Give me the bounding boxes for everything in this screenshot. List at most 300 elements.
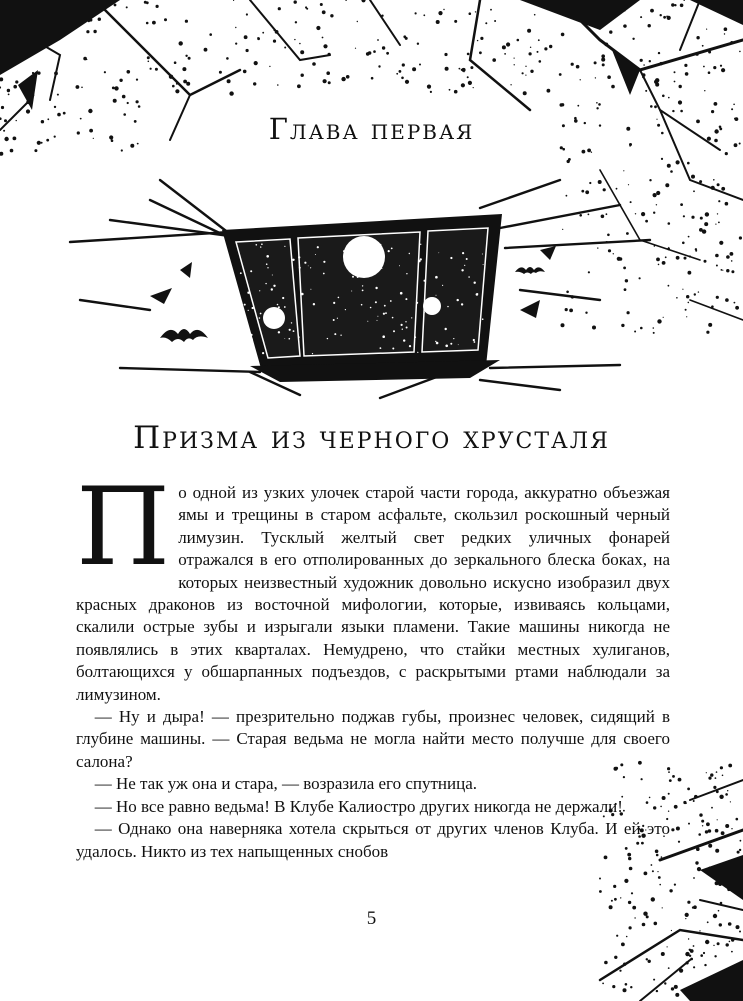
ink-speck <box>693 877 695 879</box>
ink-speck <box>671 828 674 831</box>
ink-speck <box>695 861 698 864</box>
window-star <box>405 321 406 322</box>
ink-speck <box>646 958 648 960</box>
ink-speck <box>727 790 728 791</box>
window-star <box>453 338 454 339</box>
ink-speck <box>717 213 718 214</box>
ink-speck <box>355 48 356 49</box>
ink-speck <box>504 53 506 55</box>
ink-speck <box>708 323 712 327</box>
ink-speck <box>445 67 449 71</box>
ink-speck <box>616 188 618 190</box>
ink-speck <box>728 764 732 768</box>
ink-speck <box>715 224 716 225</box>
window-star <box>293 330 295 332</box>
window-star <box>251 338 253 340</box>
ink-speck <box>685 309 687 311</box>
ink-speck <box>670 170 673 173</box>
window-star <box>464 265 465 266</box>
ink-speck <box>724 33 725 34</box>
ink-speck <box>127 102 129 104</box>
ink-speck <box>698 291 699 292</box>
ink-speck <box>630 201 632 203</box>
ink-speck <box>614 956 617 959</box>
ink-speck <box>725 793 728 796</box>
ink-speck <box>705 830 708 833</box>
window-star <box>271 288 273 290</box>
ink-speck <box>651 897 655 901</box>
ink-speck <box>502 45 506 49</box>
ink-speck <box>477 40 478 41</box>
window-star <box>483 264 484 265</box>
ink-speck <box>739 51 741 53</box>
ink-speck <box>726 943 729 946</box>
ink-speck <box>561 323 565 327</box>
ink-speck <box>147 56 150 59</box>
ink-speck <box>244 35 248 39</box>
ink-speck <box>711 807 713 809</box>
ink-speck <box>330 14 333 17</box>
ink-speck <box>725 202 729 206</box>
window-star <box>282 297 284 299</box>
ink-speck <box>566 195 568 197</box>
ink-speck <box>625 983 628 986</box>
window-star <box>352 276 354 278</box>
ink-speck <box>591 152 592 153</box>
ink-speck <box>357 21 358 22</box>
ink-speck <box>587 149 591 153</box>
ink-speck <box>402 63 405 66</box>
ink-speck <box>658 264 660 266</box>
window-star <box>250 334 252 336</box>
ink-speck <box>148 61 150 63</box>
ink-speck <box>415 12 417 14</box>
ink-speck <box>726 255 730 259</box>
ink-speck <box>688 938 689 939</box>
ink-speck <box>467 53 470 56</box>
ink-speck <box>705 940 709 944</box>
ink-speck <box>654 105 657 108</box>
ink-speck <box>565 308 568 311</box>
ink-speck <box>665 183 669 187</box>
ink-speck <box>685 802 687 804</box>
ink-speck <box>713 786 716 789</box>
ink-speck <box>122 95 126 99</box>
window-star <box>313 303 315 305</box>
ink-speck <box>635 213 636 214</box>
ink-speck <box>662 261 666 265</box>
ink-speck <box>467 76 469 78</box>
window-star <box>259 317 261 319</box>
ink-speck <box>475 11 476 12</box>
ink-speck <box>702 229 706 233</box>
window-star <box>375 287 377 289</box>
ink-speck <box>686 316 687 317</box>
ink-speck <box>607 75 611 79</box>
window-star <box>461 269 463 271</box>
ink-speck <box>294 0 297 3</box>
ink-speck <box>127 70 131 74</box>
window-star <box>266 263 268 265</box>
ink-speck <box>269 66 270 67</box>
ink-speck <box>645 220 648 223</box>
ink-speck <box>312 62 316 66</box>
window-star <box>482 318 484 320</box>
window-star <box>310 267 311 268</box>
ink-speck <box>685 952 689 956</box>
ink-speck <box>246 49 249 52</box>
window-star <box>388 250 390 252</box>
ink-speck <box>588 271 590 273</box>
ink-speck <box>693 800 695 802</box>
ink-speck <box>674 884 676 886</box>
window-star <box>380 347 382 349</box>
ink-speck <box>15 80 18 83</box>
ink-speck <box>623 24 626 27</box>
window-star <box>317 246 319 248</box>
ink-speck <box>438 11 442 15</box>
window-star <box>406 273 407 274</box>
ink-speck <box>713 945 714 946</box>
window-star <box>289 338 291 340</box>
ink-speck <box>588 214 590 216</box>
ink-speck <box>534 14 536 16</box>
ink-speck <box>559 73 562 76</box>
ink-speck <box>1 106 4 109</box>
ink-speck <box>655 78 659 82</box>
ink-speck <box>345 0 347 1</box>
ink-speck <box>624 879 628 883</box>
ink-speck <box>138 105 141 108</box>
ink-speck <box>204 48 208 52</box>
window-star <box>361 304 363 306</box>
window-star <box>247 292 249 294</box>
ink-speck <box>113 99 117 103</box>
ink-speck <box>716 265 718 267</box>
ink-speck <box>136 79 138 81</box>
ink-speck <box>506 42 510 46</box>
ink-speck <box>660 14 662 16</box>
ink-speck <box>326 71 330 75</box>
ink-speck <box>653 327 655 329</box>
ink-speck <box>297 84 301 88</box>
ink-speck <box>624 288 627 291</box>
window-star <box>337 318 338 319</box>
page-number: 5 <box>366 908 377 929</box>
ink-speck <box>669 889 672 892</box>
ink-speck <box>713 66 716 69</box>
ink-speck <box>468 81 472 85</box>
ink-speck <box>473 87 474 88</box>
ink-speck <box>693 190 695 192</box>
ink-speck <box>715 829 719 833</box>
ink-speck <box>594 61 597 64</box>
ink-speck <box>684 257 687 260</box>
ink-speck <box>706 29 707 30</box>
ink-speck <box>121 149 123 151</box>
ink-speck <box>611 900 613 902</box>
window-star <box>255 244 257 246</box>
ink-speck <box>0 152 3 156</box>
ink-speck <box>341 77 345 81</box>
ink-speck <box>740 840 742 842</box>
ink-speck <box>601 215 605 219</box>
ink-speck <box>126 6 128 8</box>
ink-speck <box>645 90 647 92</box>
ink-speck <box>470 66 473 69</box>
ink-speck <box>730 252 734 256</box>
ink-speck <box>621 943 625 947</box>
window-star <box>362 290 364 292</box>
ink-speck <box>294 39 295 40</box>
moon-small <box>263 307 285 329</box>
ink-speck <box>560 146 563 149</box>
ink-speck <box>580 79 581 80</box>
ink-speck <box>699 813 702 816</box>
ink-speck <box>614 898 617 901</box>
ink-speck <box>621 324 624 327</box>
ink-speck <box>378 65 380 67</box>
ink-speck <box>679 85 682 88</box>
ink-speck <box>641 212 645 216</box>
ink-speck <box>683 0 685 1</box>
ink-speck <box>693 966 695 968</box>
ink-speck <box>651 10 653 12</box>
ink-speck <box>599 878 601 880</box>
ink-speck <box>401 77 404 80</box>
window-star <box>411 317 412 318</box>
chapter-title: Призма из черного хрусталя <box>133 420 610 456</box>
window-star <box>289 329 291 331</box>
ink-speck <box>246 13 248 15</box>
ink-speck <box>235 27 236 28</box>
ink-speck <box>444 53 447 56</box>
ink-speck <box>530 47 531 48</box>
window-star <box>240 272 242 274</box>
ink-speck <box>730 801 731 802</box>
window-star <box>252 307 254 309</box>
window-star <box>438 252 439 253</box>
chapter-label: Глава первая <box>268 112 475 146</box>
window-star <box>260 313 262 315</box>
ink-speck <box>623 988 627 992</box>
ink-speck <box>716 296 719 299</box>
window-star <box>447 306 448 307</box>
ink-speck <box>585 312 587 314</box>
ink-speck <box>262 32 264 34</box>
ink-speck <box>547 89 551 93</box>
ink-speck <box>683 215 685 217</box>
ink-speck <box>146 22 149 25</box>
ink-speck <box>144 1 147 4</box>
window-star <box>402 329 403 330</box>
ink-speck <box>674 4 676 6</box>
ink-speck <box>676 160 680 164</box>
ink-speck <box>649 179 651 181</box>
window-star <box>450 343 452 345</box>
window-star <box>405 298 407 300</box>
ink-speck <box>34 149 37 152</box>
window-star <box>265 283 266 284</box>
ink-speck <box>527 29 531 33</box>
window-pane-right <box>422 228 488 352</box>
ink-speck <box>704 260 707 263</box>
window-star <box>391 248 393 250</box>
ink-speck <box>579 214 582 217</box>
ink-speck <box>668 247 669 248</box>
ink-speck <box>680 203 683 206</box>
ink-speck <box>582 150 586 154</box>
ink-speck <box>561 103 564 106</box>
ink-speck <box>632 38 634 40</box>
paragraph-1-text: о одной из узких улочек старой части города, аккуратно объезжая ямы и трещины в старом асфальте, скользил роскошный черный лимузин. Тусклый желтый свет редких уличных фонарей отражался в его отполированных до зеркального блеска боках, на которых неизвестный художник довольно искусно изобразил двух красных драконов из восточной мифологии, которые, извиваясь кольцами, скалили острые зубы и изрыгали языки пламени. Такие машины никогда не появлялись в этих кварталах. Немудрено, что стайки местных хулиганов, болтающихся у обшарпанных подъездов, с раскрытыми ртами наблюдали за лимузином. <box>76 483 670 704</box>
ink-speck <box>739 236 742 239</box>
ink-speck <box>643 64 645 66</box>
ink-speck <box>678 778 682 782</box>
window-star <box>482 254 483 255</box>
window-star <box>362 285 363 286</box>
ink-speck <box>544 47 547 50</box>
ink-speck <box>626 936 628 938</box>
ink-speck <box>346 75 350 79</box>
ink-speck <box>373 50 376 53</box>
ink-speck <box>182 67 186 71</box>
ink-speck <box>608 249 611 252</box>
window-star <box>298 256 300 258</box>
ink-speck <box>735 306 739 310</box>
ink-speck <box>671 3 674 6</box>
ink-speck <box>640 327 643 330</box>
bat-right-icon <box>515 267 545 274</box>
ink-speck <box>602 63 605 66</box>
ink-speck <box>399 70 402 73</box>
window-star <box>457 299 459 301</box>
window-star <box>417 352 418 353</box>
ink-speck <box>671 930 672 931</box>
ink-speck <box>156 5 159 8</box>
crystal-window-illustration <box>70 180 650 398</box>
window-star <box>259 290 260 291</box>
ink-speck <box>273 40 276 43</box>
window-star <box>377 320 378 321</box>
ink-speck <box>93 30 96 33</box>
ink-speck <box>719 795 723 799</box>
ink-speck <box>480 37 483 40</box>
ink-speck <box>8 94 10 96</box>
window-star <box>435 341 436 342</box>
ink-speck <box>454 20 457 23</box>
ink-speck <box>703 66 705 68</box>
ink-speck <box>625 279 628 282</box>
window-star <box>304 262 306 264</box>
ink-speck <box>576 65 580 69</box>
ink-speck <box>668 97 670 99</box>
ink-speck <box>664 982 666 984</box>
ink-speck <box>691 175 695 179</box>
ink-speck <box>648 24 651 27</box>
ink-speck <box>0 77 3 81</box>
bat-left-icon <box>160 329 208 342</box>
ink-speck <box>700 217 703 220</box>
ink-speck <box>656 204 657 205</box>
ink-speck <box>704 90 705 91</box>
ink-speck <box>701 820 704 823</box>
ink-speck <box>715 849 719 853</box>
ink-speck <box>525 75 526 76</box>
ink-speck <box>530 70 533 73</box>
ink-speck <box>706 822 710 826</box>
ink-speck <box>656 191 660 195</box>
ink-speck <box>702 45 704 47</box>
ink-speck <box>278 7 281 10</box>
ink-speck <box>598 180 602 184</box>
window-star <box>323 261 325 263</box>
ink-speck <box>658 876 661 879</box>
ink-speck <box>627 311 630 314</box>
ink-speck <box>640 59 643 62</box>
ink-speck <box>661 952 665 956</box>
ink-speck <box>386 52 389 55</box>
window-star <box>284 338 285 339</box>
ink-speck <box>328 81 331 84</box>
ink-speck <box>427 85 431 89</box>
window-star <box>333 319 335 321</box>
ink-speck <box>323 44 327 48</box>
ink-speck <box>136 100 139 103</box>
ink-speck <box>606 213 608 215</box>
ink-speck <box>671 987 674 990</box>
window-star <box>401 324 403 326</box>
ink-speck <box>577 105 579 107</box>
window-star <box>327 338 328 339</box>
ink-speck <box>609 30 612 33</box>
ink-speck <box>492 58 496 62</box>
ink-speck <box>688 271 692 275</box>
ink-speck <box>626 232 629 235</box>
window-star <box>445 345 448 348</box>
ink-speck <box>54 106 56 108</box>
ink-speck <box>114 86 118 90</box>
ink-speck <box>57 94 59 96</box>
window-star <box>262 352 264 354</box>
ink-speck <box>678 100 682 104</box>
ink-speck <box>10 149 14 153</box>
ink-speck <box>229 91 233 95</box>
ink-speck <box>688 236 690 238</box>
paragraph-5: — Однако она наверняка хотела скрыться от других членов Клуба. И ей это удалось. Никто из тех напыщенных снобов <box>76 819 670 861</box>
ink-speck <box>284 47 286 49</box>
window-star <box>392 348 394 350</box>
ink-speck <box>656 258 660 262</box>
ink-speck <box>592 326 596 330</box>
ink-speck <box>81 87 83 89</box>
ink-speck <box>700 954 703 957</box>
ink-speck <box>13 85 17 89</box>
ink-speck <box>739 931 741 933</box>
window-star <box>400 292 403 295</box>
ink-speck <box>663 317 664 318</box>
ink-speck <box>649 60 651 62</box>
ink-speck <box>371 77 374 80</box>
ink-speck <box>698 833 701 836</box>
window-star <box>392 317 394 319</box>
ink-speck <box>720 766 723 769</box>
ink-speck <box>104 71 106 73</box>
ink-speck <box>639 277 641 279</box>
ink-speck <box>235 43 237 45</box>
ink-speck <box>672 775 675 778</box>
ink-speck <box>86 30 89 33</box>
